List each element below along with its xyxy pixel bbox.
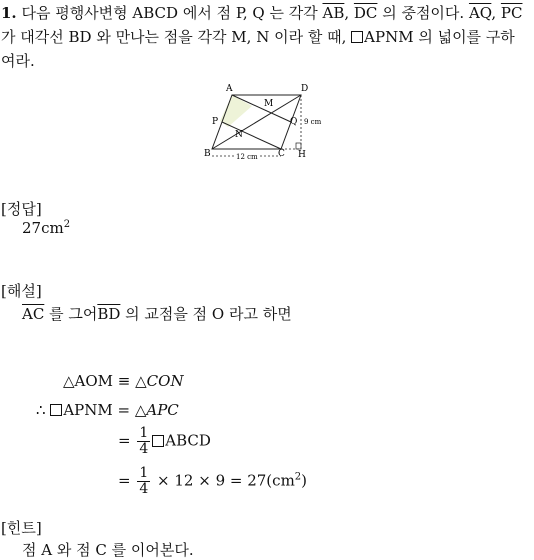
label-n: N	[235, 130, 243, 140]
eq3-rest: ABCD	[165, 431, 211, 450]
problem-text: 여라.	[1, 52, 35, 70]
hint-text: 점 A 와 점 C 를 이어본다.	[22, 541, 194, 559]
fraction-one-quarter	[137, 426, 150, 457]
eq1-lhs: △AOM ≡ △	[63, 372, 147, 390]
problem-line-2	[1, 26, 515, 47]
eq4-close: )	[301, 471, 308, 490]
label-q: Q	[290, 117, 298, 127]
explanation-text: 의 교점을 점 O 라고 하면	[120, 305, 292, 323]
label-a: A	[226, 84, 233, 94]
numerator: 1	[139, 425, 149, 441]
square-symbol	[351, 31, 363, 43]
explanation-text: 를 그어	[44, 305, 98, 323]
eq4-exponent: 2	[294, 471, 302, 483]
segment-pc: $\overline{PC}$	[500, 4, 523, 22]
label-d: D	[301, 84, 309, 94]
eq2-rhs: APC	[146, 401, 179, 419]
eq4-rest: × 12 × 9 = 27(cm	[152, 471, 295, 490]
problem-line-1	[1, 2, 522, 23]
square-symbol	[50, 404, 62, 416]
answer-value	[22, 219, 70, 237]
equals-sign: =	[118, 431, 131, 450]
separator: ,	[491, 4, 501, 22]
answer-exponent: 2	[63, 219, 71, 230]
label-b: B	[204, 149, 211, 159]
segment-aq: $\overline{AQ}$	[468, 4, 492, 22]
eq1-rhs: CON	[146, 372, 184, 390]
answer-text: 27cm	[22, 219, 64, 237]
problem-text: 가 대각선 BD 와 만나는 점을 각각 M, N 이라 할 때,	[1, 28, 352, 46]
parallelogram-figure	[198, 80, 328, 166]
label-height: 9 cm	[304, 118, 322, 126]
problem-text: 다음 평행사변형 ABCD 에서 점 P, Q 는 각각	[21, 4, 323, 22]
label-m: M	[264, 99, 274, 109]
denominator: 4	[139, 441, 149, 457]
segment-dc: $\overline{DC}$	[353, 4, 378, 22]
problem-number: 1.	[1, 4, 17, 22]
equation-1	[63, 372, 184, 390]
eq2-lhs: APNM = △	[63, 401, 147, 419]
segment-bd: $\overline{BD}$	[97, 305, 121, 323]
equation-4	[118, 466, 307, 497]
answer-label: [정답]	[1, 200, 42, 218]
therefore-symbol: ∴	[36, 401, 51, 419]
explanation-label: [해설]	[1, 282, 42, 300]
segment-pc-line	[222, 122, 281, 149]
segment-ab: $\overline{AB}$	[322, 4, 345, 22]
numerator: 1	[139, 465, 149, 481]
label-c: C	[278, 149, 285, 159]
right-angle-mark	[296, 143, 301, 149]
problem-text: APNM 의 넓이를 구하	[364, 28, 515, 46]
problem-line-3	[1, 50, 35, 71]
label-h: H	[298, 150, 306, 160]
segment-ac: $\overline{AC}$	[22, 305, 45, 323]
shaded-region-apnm	[220, 95, 252, 127]
equals-sign: =	[118, 471, 131, 490]
equation-2	[36, 401, 179, 419]
separator: ,	[344, 4, 354, 22]
equation-3	[118, 426, 211, 457]
denominator: 4	[139, 481, 149, 497]
hint-label: [힌트]	[1, 519, 42, 537]
label-p: P	[212, 117, 219, 127]
explanation-line-1	[22, 303, 292, 324]
square-symbol	[152, 435, 164, 447]
label-base: 12 cm	[236, 153, 258, 161]
problem-text: 의 중점이다.	[377, 4, 469, 22]
fraction-one-quarter	[137, 466, 150, 497]
